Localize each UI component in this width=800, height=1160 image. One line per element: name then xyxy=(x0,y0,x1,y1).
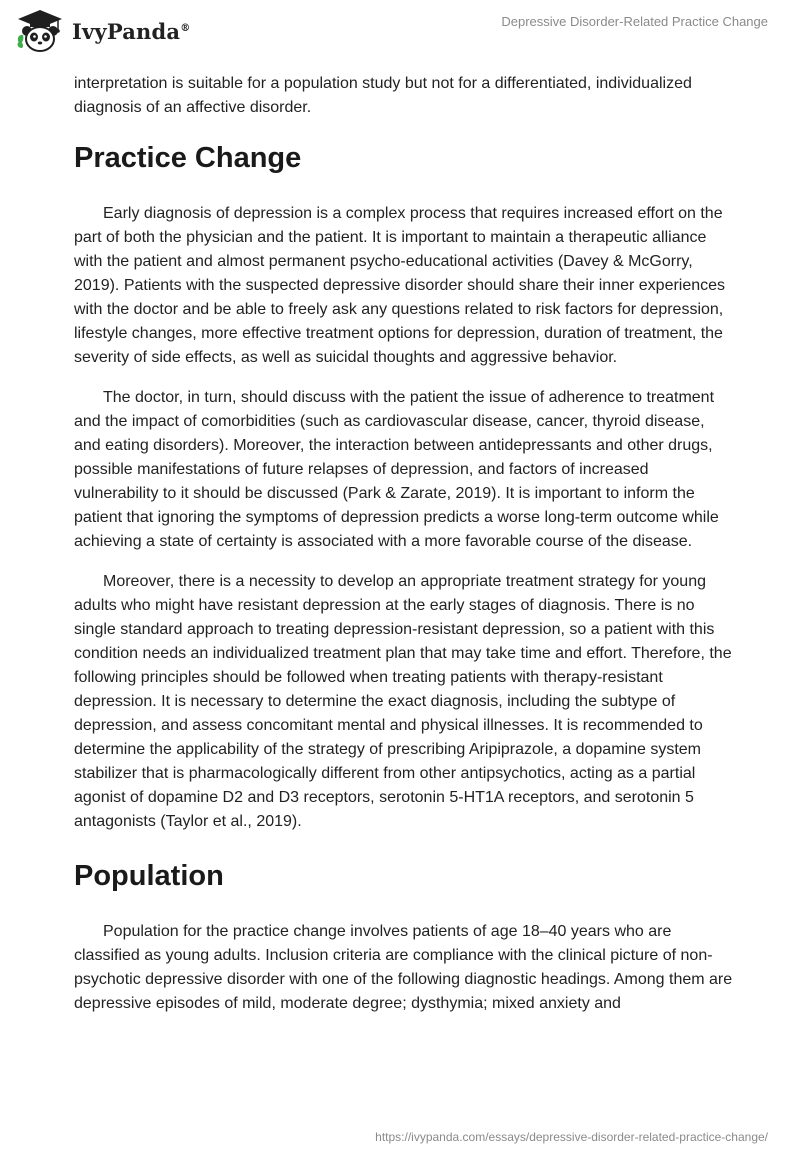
page-header xyxy=(0,0,800,70)
intro-paragraph: interpretation is suitable for a population study but not for a differentiated, individualized diagnosis of an affective disorder. xyxy=(74,75,692,116)
panda-graduate-icon xyxy=(14,8,66,54)
section-heading-practice-change: Practice Change xyxy=(74,142,302,174)
source-url[interactable]: https://ivypanda.com/essays/depressive-disorder-related-practice-change/ xyxy=(375,1130,768,1144)
logo-wordmark: IvyPanda xyxy=(72,18,181,44)
paragraph: Population for the practice change involves patients of age 18–40 years who are classified as young adults. Inclusion criteria are compliance with the clinical picture of non-psychotic depressive disorder with one of the following diagnostic headings. Among them are depressive episodes of mild, moderate degree; dysthymia; mixed anxiety and xyxy=(74,923,733,1012)
paragraph: Moreover, there is a necessity to develop an appropriate treatment strategy for young adults who might have resistant depression at the early stages of diagnosis. There is no single standard approach to treating depression-resistant depression, so a patient with this condition needs an individualized treatment plan that may take time and effort. Therefore, the following principles should be followed when treating patients with therapy-resistant depression. It is necessary to determine the exact diagnosis, including the subtype of depression, and assess concomitant mental and physical illnesses. It is recommended to determine the applicability of the strategy of prescribing Aripiprazole, a dopamine system stabilizer that is pharmacologically different from other antipsychotics, acting as a partial agonist of dopamine D2 and D3 receptors, serotonin 5-HT1A receptors, and serotonin 5 antagonists (Taylor et al., 2019). xyxy=(74,573,732,830)
registered-mark: ® xyxy=(180,22,191,34)
site-logo[interactable] xyxy=(14,8,190,54)
paragraph: The doctor, in turn, should discuss with the patient the issue of adherence to treatment and the impact of comorbidities (such as cardiovascular disease, cancer, thyroid disease, and eating disorders). Moreover, the interaction between antidepressants and other drugs, possible manifestations of future relapses of depression, and factors of increased vulnerability to it should be discussed (Park & Zarate, 2019). It is important to inform the patient that ignoring the symptoms of depression predicts a worse long-term outcome while achieving a state of certainty is associated with a more favorable course of the disease. xyxy=(74,389,719,550)
essay-content xyxy=(74,72,734,1032)
paragraph: Early diagnosis of depression is a complex process that requires increased effort on the part of both the physician and the patient. It is important to maintain a therapeutic alliance with the patient and almost permanent psycho-educational activities (Davey & McGorry, 2019). Patients with the suspected depressive disorder should share their inner experiences with the doctor and be able to freely ask any questions related to risk factors for depression, lifestyle changes, more effective treatment options for depression, duration of treatment, the severity of side effects, as well as suicidal thoughts and aggressive behavior. xyxy=(74,205,726,366)
document-title: Depressive Disorder-Related Practice Change xyxy=(501,14,768,29)
logo-text xyxy=(72,19,190,44)
section-heading-population: Population xyxy=(74,860,224,892)
